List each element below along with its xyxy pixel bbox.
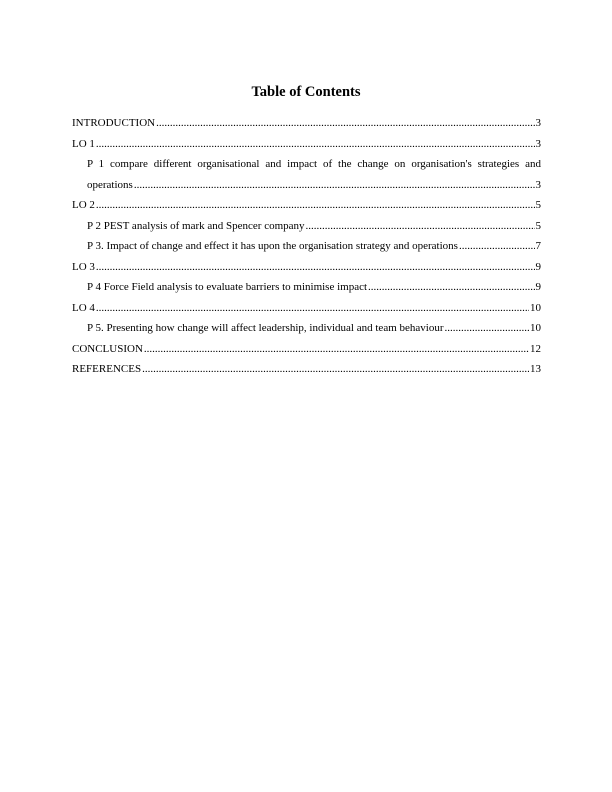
toc-entry-page: 9	[535, 281, 541, 293]
toc-entry-p1[interactable]	[72, 154, 541, 195]
toc-entry-label: CONCLUSION	[72, 342, 143, 355]
toc-entry-lo4[interactable]	[72, 298, 541, 319]
dot-leader	[306, 216, 535, 237]
toc-entry-label: LO 2	[72, 199, 95, 211]
toc-entry-label-line2: operations	[87, 178, 133, 191]
toc-entry-label: LO 3	[72, 260, 95, 273]
toc-entry-page: 3	[535, 117, 541, 129]
toc-entry-label-line1: P 1 compare different organisational and impact of the change on organisation's strategies and	[87, 158, 541, 170]
dot-leader	[96, 134, 535, 155]
dot-leader	[445, 318, 530, 339]
toc-entry-label: P 5. Presenting how change will affect leadership, individual and team behaviour	[87, 322, 444, 334]
toc-entry-introduction[interactable]	[72, 113, 541, 134]
toc-entry-label: REFERENCES	[72, 363, 142, 375]
toc-entry-label: INTRODUCTION	[72, 117, 156, 129]
toc-entry-page: 5	[535, 199, 541, 211]
toc-entry-page: 12	[530, 342, 541, 355]
toc-entry-page: 3	[535, 178, 541, 191]
toc-entry-p5[interactable]	[72, 318, 541, 339]
toc-title: Table of Contents	[251, 84, 361, 100]
dot-leader	[459, 236, 535, 257]
toc-entry-p2[interactable]	[72, 216, 541, 237]
toc-entry-label: P 2 PEST analysis of mark and Spencer company	[87, 219, 305, 232]
toc-entry-page: 9	[535, 260, 541, 273]
toc-entry-conclusion[interactable]	[72, 339, 541, 360]
dot-leader	[96, 195, 535, 216]
toc-entry-page: 3	[535, 137, 541, 150]
dot-leader	[368, 277, 534, 298]
dot-leader	[142, 359, 529, 380]
dot-leader	[96, 257, 535, 278]
dot-leader	[134, 175, 535, 196]
dot-leader	[156, 113, 534, 134]
toc-entry-lo1[interactable]	[72, 134, 541, 155]
toc-entry-page: 5	[535, 219, 541, 232]
toc-entry-label: LO 1	[72, 137, 95, 150]
toc-entry-label: LO 4	[72, 301, 95, 314]
toc-entry-lo3[interactable]	[72, 257, 541, 278]
toc-list	[72, 113, 541, 380]
toc-entry-p4[interactable]	[72, 277, 541, 298]
dot-leader	[144, 339, 529, 360]
toc-entry-label: P 3. Impact of change and effect it has upon the organisation strategy and operations	[87, 240, 458, 252]
toc-entry-page: 10	[530, 322, 541, 334]
toc-entry-page: 10	[530, 301, 541, 314]
toc-entry-lo2[interactable]	[72, 195, 541, 216]
toc-entry-page: 13	[530, 363, 541, 375]
dot-leader	[96, 298, 529, 319]
toc-entry-label: P 4 Force Field analysis to evaluate barriers to minimise impact	[87, 281, 368, 293]
toc-entry-p3[interactable]	[72, 236, 541, 257]
toc-entry-page: 7	[535, 240, 541, 252]
toc-entry-references[interactable]	[72, 359, 541, 380]
